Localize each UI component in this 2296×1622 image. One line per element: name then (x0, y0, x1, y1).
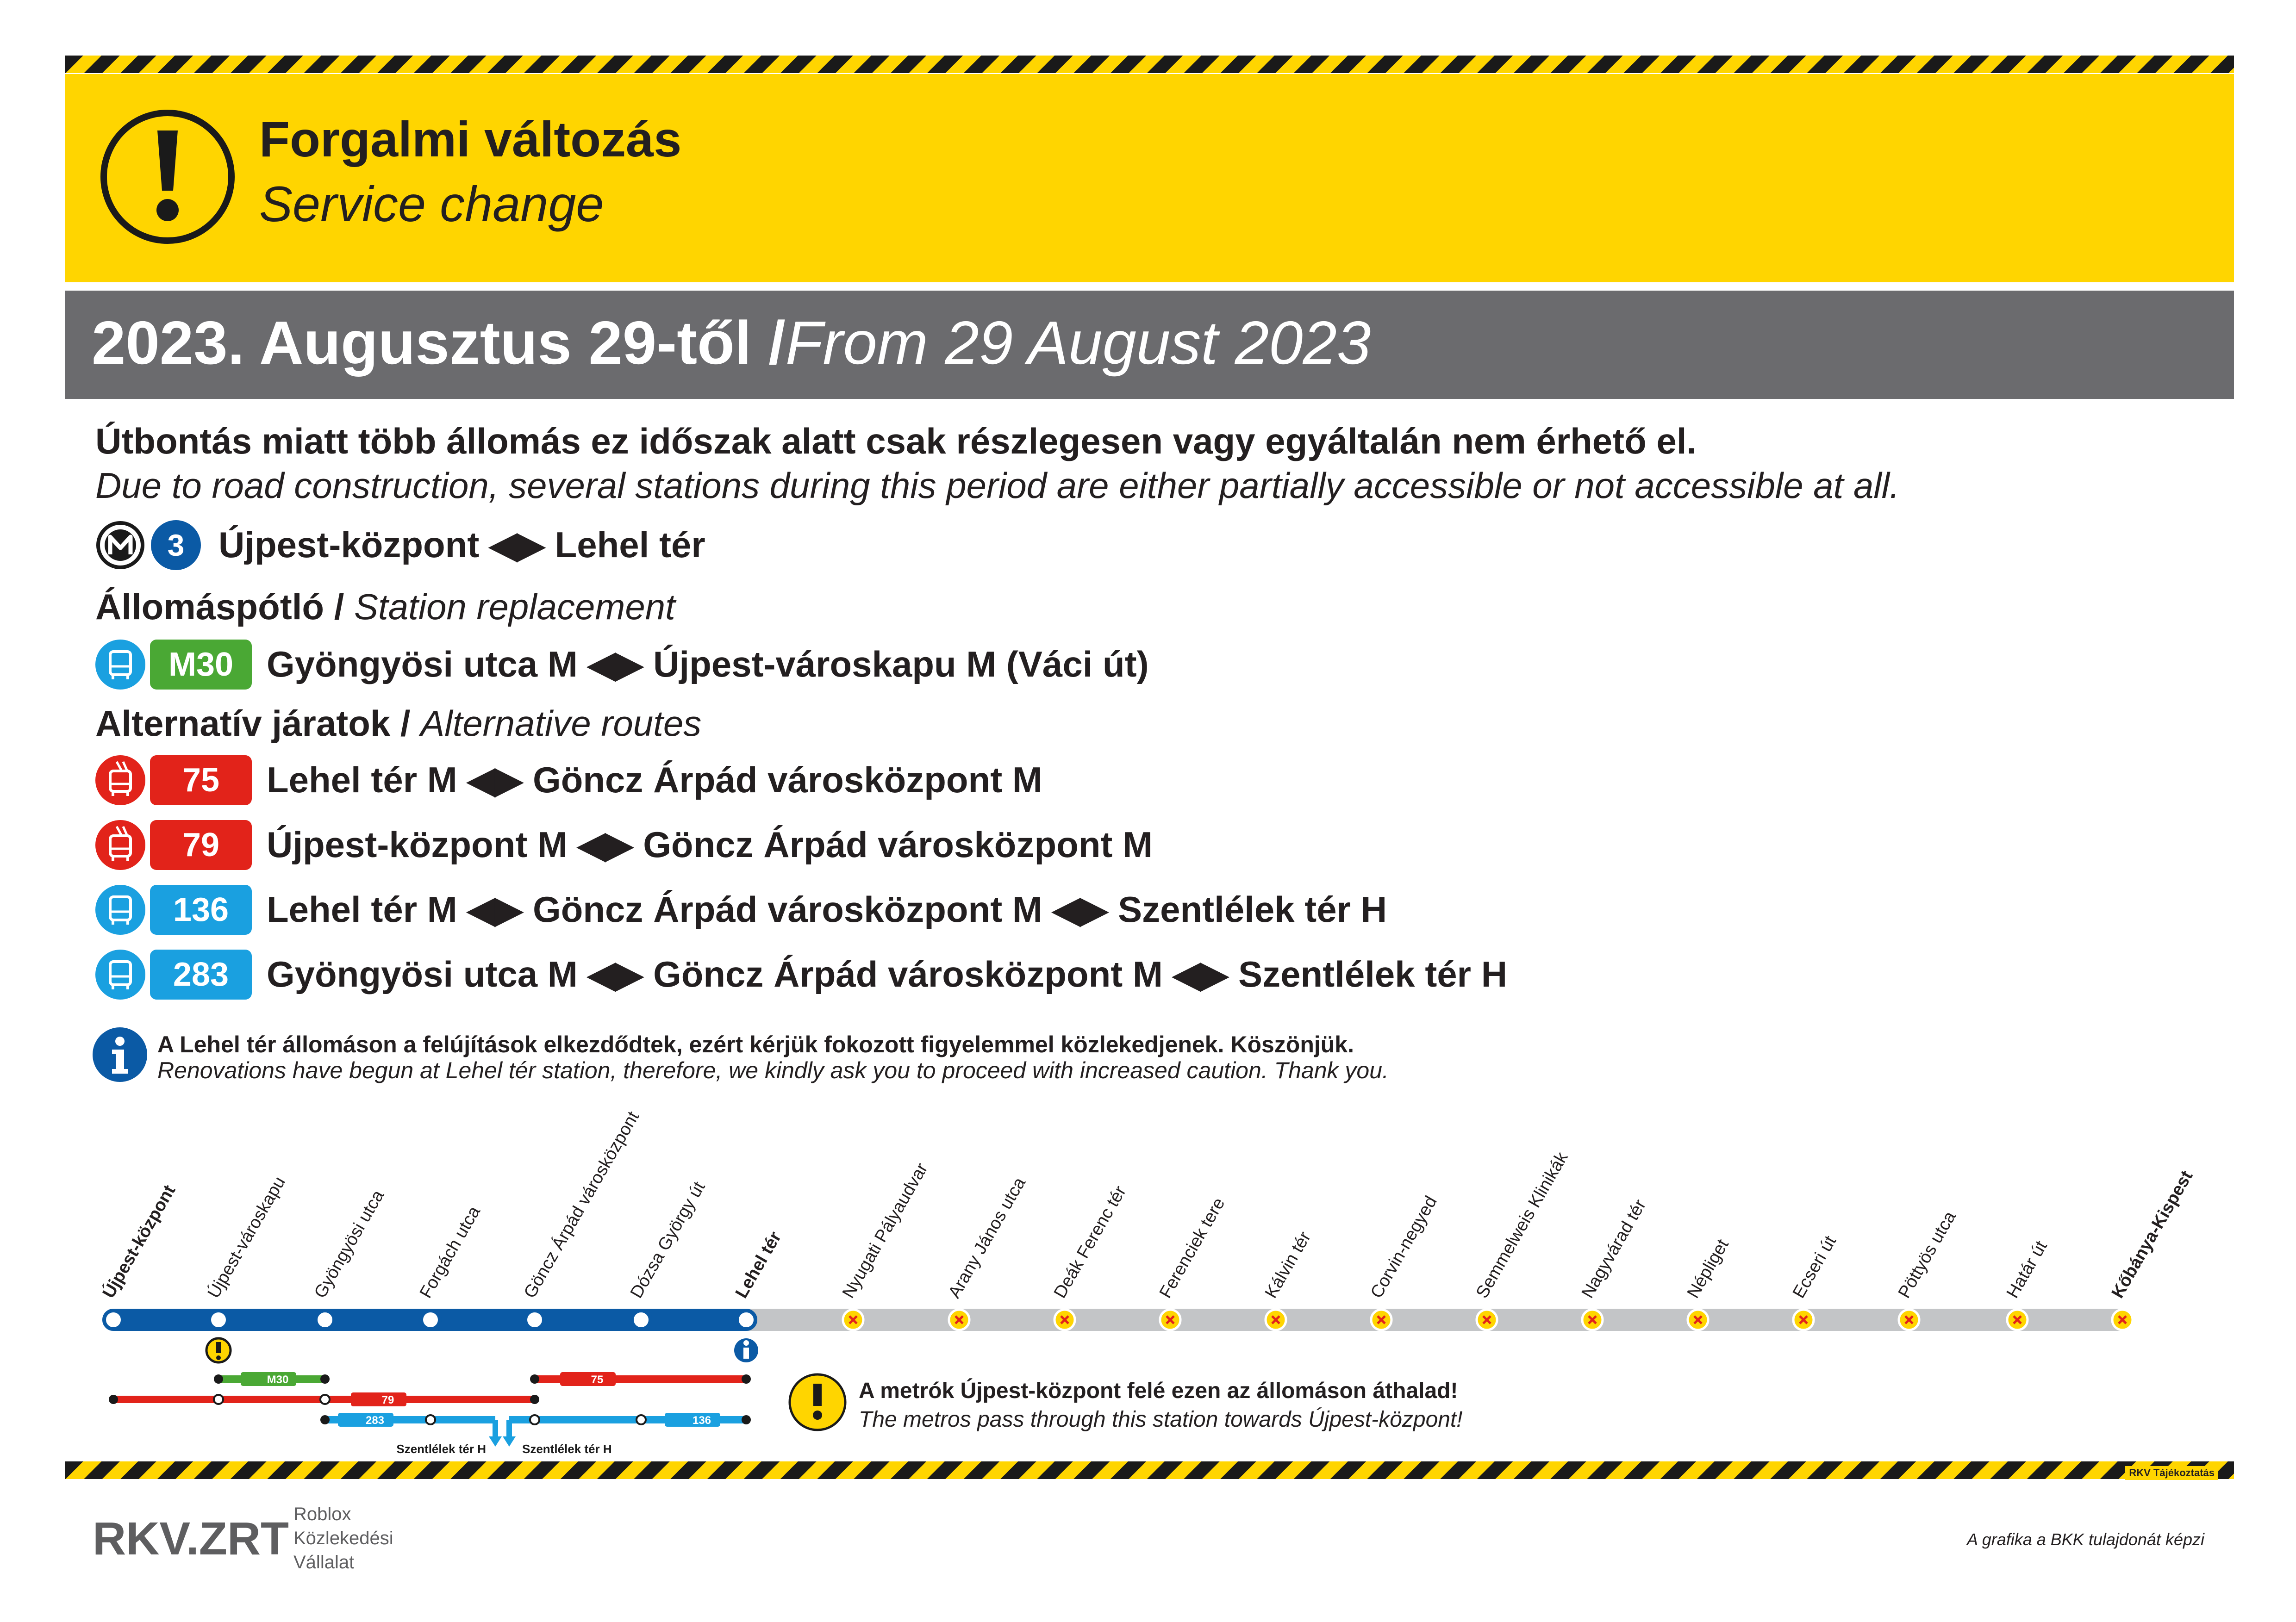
station-marker-open (421, 1311, 440, 1329)
station-label: Határ út (2003, 1237, 2051, 1302)
route-badge-136: 136 (150, 885, 252, 935)
station-closed-icon (1477, 1310, 1497, 1330)
info-marker-lehel-ter (734, 1338, 758, 1362)
replacement-heading: Állomáspótló / Station replacement (95, 586, 675, 627)
bus-icon (95, 950, 145, 1000)
alternatives-heading: Alternatív járatok / Alternative routes (95, 703, 702, 744)
r79-route-label: 79 (381, 1394, 394, 1406)
exclamation-icon (98, 107, 237, 246)
route-stop-dot (426, 1415, 435, 1424)
station-label: Nagyvárad tér (1578, 1196, 1650, 1302)
route-stop-dot (320, 1415, 330, 1424)
warning-note-icon (790, 1374, 845, 1430)
alternatives-heading-en: Alternative routes (420, 703, 702, 744)
route-badge-79: 79 (150, 820, 252, 870)
r75-route-label: 75 (591, 1373, 604, 1386)
credit-small: RKV Tájékoztatás (2125, 1466, 2218, 1480)
station-closed-icon (1371, 1310, 1391, 1330)
lead-en: Due to road construction, several stations during this period are either partially accessible or not accessible at all. (95, 465, 1900, 506)
branch-label-right: Szentlélek tér H (522, 1442, 612, 1456)
info-text-hu: A Lehel tér állomáson a felújítások elkezdődtek, ezért kérjük fokozott figyelemmel közlekedjenek. Köszönjük. (157, 1032, 1354, 1057)
line-3-badge (151, 520, 201, 570)
m30-route-label: M30 (267, 1373, 289, 1386)
station-closed-icon (1582, 1310, 1603, 1330)
route-stop-dot (742, 1374, 751, 1384)
station-label: Pöttyös utca (1894, 1208, 1960, 1302)
route-stop-dot (214, 1374, 223, 1384)
hazard-stripe-top (65, 56, 2234, 73)
warning-marker-ujpest-varoskapu (206, 1338, 231, 1362)
hazard-stripe-bottom (65, 1461, 2234, 1479)
station-label: Corvin-negyed (1366, 1193, 1441, 1302)
station-label: Kőbánya-Kispest (2108, 1167, 2197, 1302)
station-label: Nyugati Pályaudvar (838, 1160, 932, 1302)
logo-subline-3: Vállalat (293, 1552, 355, 1572)
station-closed-icon (2007, 1310, 2028, 1330)
route-stop-dot (109, 1395, 118, 1404)
route-stop-dot (530, 1395, 539, 1404)
branch-label-left: Szentlélek tér H (396, 1442, 486, 1456)
note-text-en: The metros pass through this station towards Újpest-központ! (859, 1407, 1463, 1432)
line-number: 3 (167, 528, 185, 562)
replacement-heading-hu: Állomáspótló (95, 586, 324, 627)
station-closed-icon (1688, 1310, 1708, 1330)
station-closed-icon (949, 1310, 969, 1330)
station-label: Kálvin tér (1261, 1228, 1315, 1302)
date-line (92, 308, 1371, 378)
station-closed-icon (1793, 1310, 1814, 1330)
title-hu: Forgalmi változás (259, 111, 682, 167)
replacement-text: Gyöngyösi utca M ◀▶ Újpest-városkapu M (Váci út) (267, 644, 1149, 684)
trolleybus-icon (95, 755, 145, 805)
date-en: From 29 August 2023 (785, 309, 1371, 377)
station-label: Újpest-központ (99, 1181, 180, 1302)
route-stop-dot (530, 1415, 539, 1424)
station-marker-open (209, 1311, 228, 1329)
station-closed-icon (843, 1310, 863, 1330)
station-label: Semmelweis Klinikák (1472, 1149, 1572, 1302)
route-stop-dot (530, 1374, 539, 1384)
info-icon (93, 1027, 147, 1082)
station-marker-open (525, 1311, 544, 1329)
route-text-79: Újpest-központ M ◀▶ Göncz Árpád városközpont M (267, 824, 1153, 865)
station-label: Arany János utca (944, 1174, 1029, 1302)
rkv-logo: RKV.ZRT (93, 1513, 289, 1565)
r283-route-label: 283 (365, 1414, 385, 1427)
title-en: Service change (259, 176, 604, 232)
note-text-hu: A metrók Újpest-központ felé ezen az állomáson áthalad! (859, 1379, 1458, 1403)
station-marker-open (104, 1311, 123, 1329)
r75-route-badge (560, 1372, 616, 1386)
logo-subline-2: Közlekedési (293, 1528, 393, 1548)
route-badge-283: 283 (150, 950, 252, 1000)
station-closed-icon (1160, 1310, 1180, 1330)
station-label: Ecseri út (1789, 1232, 1841, 1302)
route-text-136: Lehel tér M ◀▶ Göncz Árpád városközpont M ◀▶ Szentlélek tér H (267, 889, 1387, 930)
route-stop-dot (214, 1395, 223, 1404)
route-stop-dot (636, 1415, 646, 1424)
r283-branch-arrow (489, 1436, 502, 1447)
station-label: Lehel tér (731, 1228, 786, 1302)
route-text-75: Lehel tér M ◀▶ Göncz Árpád városközpont M (267, 759, 1042, 800)
r136-route-label: 136 (692, 1414, 711, 1427)
logo-subline-1: Roblox (293, 1504, 351, 1524)
route-badge-75: 75 (150, 755, 252, 805)
credit-right: A grafika a BKK tulajdonát képzi (1967, 1530, 2204, 1549)
station-marker-open (632, 1311, 650, 1329)
station-marker-open (316, 1311, 334, 1329)
bus-icon (95, 640, 145, 690)
metro-line-text: Újpest-központ ◀▶ Lehel tér (218, 524, 705, 565)
station-closed-icon (2112, 1310, 2133, 1330)
r136-branch-arrow (503, 1436, 516, 1447)
replacement-heading-en: Station replacement (354, 586, 675, 627)
bus-icon (95, 885, 145, 935)
route-text-283: Gyöngyösi utca M ◀▶ Göncz Árpád városközpont M ◀▶ Szentlélek tér H (267, 954, 1508, 994)
station-label: Népliget (1683, 1236, 1733, 1302)
station-label: Forgách utca (416, 1203, 485, 1302)
date-hu: 2023. Augusztus 29-től (92, 309, 752, 377)
alternatives-heading-hu: Alternatív járatok (95, 703, 391, 744)
route-stop-dot (320, 1395, 330, 1404)
station-label: Gyöngyösi utca (310, 1187, 388, 1302)
route-stop-dot (742, 1415, 751, 1424)
station-label: Göncz Árpád városközpont (520, 1108, 643, 1302)
station-label: Ferenciek tere (1155, 1194, 1229, 1302)
station-closed-icon (1054, 1310, 1075, 1330)
m30-badge: M30 (150, 640, 252, 690)
station-closed-icon (1899, 1310, 1919, 1330)
lead-hu: Útbontás miatt több állomás ez időszak alatt csak részlegesen vagy egyáltalán nem érhető el. (95, 421, 1697, 461)
r79-route-badge (351, 1392, 406, 1406)
route-stop-dot (320, 1374, 330, 1384)
date-separator: / (768, 309, 786, 377)
station-label: Dózsa György út (626, 1178, 709, 1302)
info-text-en: Renovations have begun at Lehel tér station, therefore, we kindly ask you to proceed with increased caution. Thank you. (157, 1057, 1389, 1083)
station-label: Deák Ferenc tér (1050, 1182, 1130, 1302)
station-closed-icon (1266, 1310, 1286, 1330)
station-marker-open (737, 1311, 755, 1329)
trolleybus-icon (95, 820, 145, 870)
station-label: Újpest-városkapu (204, 1173, 289, 1302)
metro-icon (95, 520, 145, 570)
